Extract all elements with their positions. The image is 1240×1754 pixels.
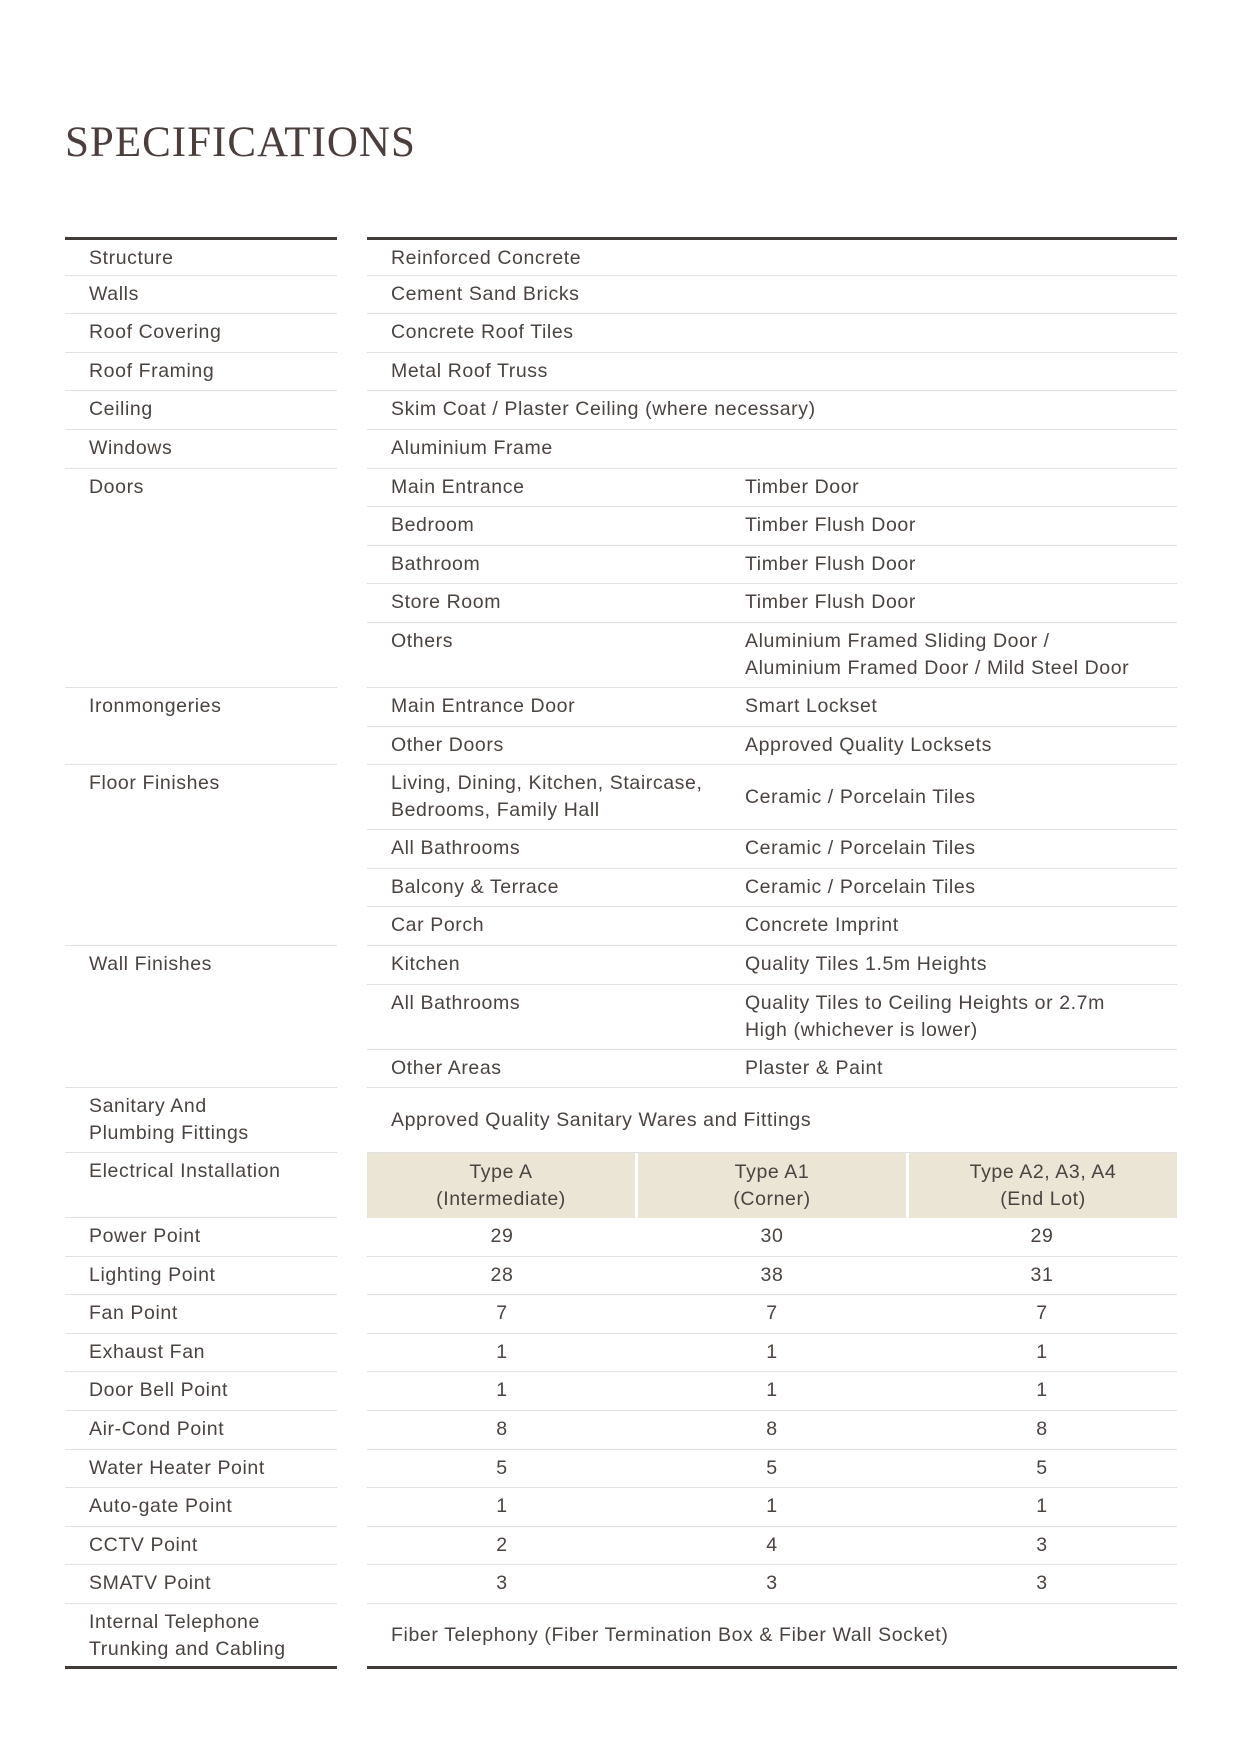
spec-value: Ceramic / Porcelain Tiles <box>745 837 976 860</box>
spec-row-ironmongeries <box>65 688 1177 727</box>
electrical-count: 5 <box>766 1456 778 1479</box>
electrical-row-label: CCTV Point <box>65 1527 337 1566</box>
electrical-row <box>65 1295 1177 1334</box>
spec-row-roof-covering <box>65 314 1177 353</box>
spec-value: Approved Quality Locksets <box>745 733 992 756</box>
spec-label: Plumbing Fittings <box>89 1122 249 1145</box>
spec-value: Timber Door <box>745 475 860 498</box>
spec-value: Aluminium Framed Door / Mild Steel Door <box>745 656 1130 679</box>
electrical-row-label: Power Point <box>65 1218 337 1257</box>
spec-subrow <box>65 869 1177 908</box>
spec-area: Others <box>391 629 454 652</box>
electrical-count: 8 <box>496 1418 508 1441</box>
electrical-count: 29 <box>1030 1225 1054 1248</box>
electrical-row <box>65 1257 1177 1296</box>
spec-value: Concrete Roof Tiles <box>391 321 574 344</box>
spec-value: Skim Coat / Plaster Ceiling (where necessary) <box>391 398 816 421</box>
spec-row-electrical <box>65 1153 1177 1218</box>
spec-area: All Bathrooms <box>391 837 521 860</box>
spec-row-ceiling <box>65 391 1177 430</box>
electrical-count: 2 <box>496 1533 508 1556</box>
electrical-count: 1 <box>496 1495 508 1518</box>
spec-label: Roof Framing <box>65 353 337 392</box>
spec-label: Roof Covering <box>65 314 337 353</box>
electrical-count: 1 <box>1036 1495 1048 1518</box>
spec-area: Balcony & Terrace <box>391 875 560 898</box>
spec-value: Reinforced Concrete <box>391 247 582 269</box>
electrical-count: 3 <box>1036 1572 1048 1595</box>
spec-value: Plaster & Paint <box>745 1056 883 1079</box>
spec-label: Trunking and Cabling <box>89 1638 286 1661</box>
spec-value: Metal Roof Truss <box>391 359 548 382</box>
spec-value: Approved Quality Sanitary Wares and Fittings <box>391 1108 812 1131</box>
electrical-count: 7 <box>1036 1302 1048 1325</box>
electrical-row-label: Water Heater Point <box>65 1450 337 1489</box>
spec-row-telephone <box>65 1604 1177 1669</box>
electrical-row-label: Exhaust Fan <box>65 1334 337 1373</box>
electrical-count: 8 <box>1036 1418 1048 1441</box>
electrical-count: 3 <box>1036 1533 1048 1556</box>
electrical-count: 1 <box>766 1379 778 1402</box>
spec-label: Doors <box>89 475 145 498</box>
column-header-type-a: Type A (Intermediate) <box>436 1160 566 1210</box>
spec-label: Sanitary And <box>89 1095 207 1118</box>
spec-row-windows <box>65 430 1177 469</box>
spec-subrow <box>65 623 1177 688</box>
spec-subrow <box>65 985 1177 1050</box>
electrical-row-label: SMATV Point <box>65 1565 337 1604</box>
spec-value: Ceramic / Porcelain Tiles <box>745 875 976 898</box>
electrical-count: 1 <box>496 1379 508 1402</box>
electrical-count: 5 <box>1036 1456 1048 1479</box>
electrical-count: 1 <box>766 1340 778 1363</box>
spec-value: Quality Tiles 1.5m Heights <box>745 952 988 975</box>
spec-label: Floor Finishes <box>89 772 220 795</box>
spec-value: Aluminium Framed Sliding Door / <box>745 629 1050 652</box>
spec-area: Store Room <box>391 591 502 614</box>
spec-row-floor-finishes <box>65 765 1177 830</box>
spec-value: Timber Flush Door <box>745 591 916 614</box>
electrical-row-label: Lighting Point <box>65 1257 337 1296</box>
spec-row-wall-finishes <box>65 946 1177 985</box>
spec-subrow <box>65 830 1177 869</box>
electrical-row <box>65 1411 1177 1450</box>
spec-value: High (whichever is lower) <box>745 1018 978 1041</box>
electrical-row-label: Fan Point <box>65 1295 337 1334</box>
electrical-count: 29 <box>490 1225 514 1248</box>
spec-value: Concrete Imprint <box>745 914 899 937</box>
spec-area: All Bathrooms <box>391 991 521 1014</box>
spec-subrow <box>65 1050 1177 1089</box>
spec-area: Kitchen <box>391 952 461 975</box>
spec-area: Bedrooms, Family Hall <box>391 799 600 822</box>
spec-label: Wall Finishes <box>89 952 213 975</box>
electrical-row <box>65 1334 1177 1373</box>
column-header-type-a2-a3-a4: Type A2, A3, A4 (End Lot) <box>906 1153 1177 1218</box>
spec-area: Living, Dining, Kitchen, Staircase, <box>391 772 703 795</box>
specifications-table <box>65 237 1177 1669</box>
spec-subrow <box>65 507 1177 546</box>
spec-area: Main Entrance Door <box>391 694 576 717</box>
electrical-count: 7 <box>766 1302 778 1325</box>
electrical-row <box>65 1527 1177 1566</box>
spec-label: Walls <box>65 276 337 315</box>
electrical-count: 1 <box>1036 1379 1048 1402</box>
spec-value: Timber Flush Door <box>745 514 916 537</box>
electrical-count: 28 <box>490 1263 514 1286</box>
electrical-row-label: Door Bell Point <box>65 1372 337 1411</box>
spec-row-sanitary <box>65 1088 1177 1153</box>
column-header-type-a1: Type A1 (Corner) <box>635 1153 906 1218</box>
spec-area: Other Doors <box>391 733 504 756</box>
electrical-row <box>65 1488 1177 1527</box>
spec-area: Car Porch <box>391 914 485 937</box>
spec-area: Bedroom <box>391 514 475 537</box>
spec-value: Fiber Telephony (Fiber Termination Box & Fiber Wall Socket) <box>391 1623 949 1646</box>
electrical-count: 1 <box>496 1340 508 1363</box>
spec-value: Smart Lockset <box>745 694 878 717</box>
spec-value: Quality Tiles to Ceiling Heights or 2.7m <box>745 991 1105 1014</box>
spec-value: Aluminium Frame <box>391 436 553 459</box>
electrical-row <box>65 1218 1177 1257</box>
spec-label: Electrical Installation <box>65 1153 337 1218</box>
spec-subrow <box>65 546 1177 585</box>
spec-subrow <box>65 727 1177 766</box>
electrical-count: 4 <box>766 1533 778 1556</box>
spec-row-roof-framing <box>65 353 1177 392</box>
electrical-count: 3 <box>766 1572 778 1595</box>
spec-value: Cement Sand Bricks <box>391 282 580 305</box>
electrical-count: 31 <box>1030 1263 1054 1286</box>
spec-label: Structure <box>65 237 337 276</box>
electrical-row-label: Auto-gate Point <box>65 1488 337 1527</box>
spec-area: Other Areas <box>391 1056 502 1079</box>
spec-value: Ceramic / Porcelain Tiles <box>745 785 976 808</box>
spec-label: Windows <box>65 430 337 469</box>
electrical-row-label: Air-Cond Point <box>65 1411 337 1450</box>
electrical-row <box>65 1565 1177 1604</box>
spec-row-structure <box>65 237 1177 276</box>
electrical-count: 7 <box>496 1302 508 1325</box>
electrical-count: 1 <box>766 1495 778 1518</box>
electrical-row <box>65 1372 1177 1411</box>
spec-subrow <box>65 907 1177 946</box>
spec-area: Bathroom <box>391 552 481 575</box>
spec-label: Internal Telephone <box>89 1611 260 1634</box>
electrical-count: 5 <box>496 1456 508 1479</box>
spec-label: Ironmongeries <box>89 694 222 717</box>
electrical-count: 8 <box>766 1418 778 1441</box>
electrical-count: 30 <box>760 1225 784 1248</box>
electrical-count: 38 <box>760 1263 784 1286</box>
spec-row-doors <box>65 469 1177 508</box>
electrical-count: 1 <box>1036 1340 1048 1363</box>
spec-label: Ceiling <box>65 391 337 430</box>
spec-area: Main Entrance <box>391 475 525 498</box>
electrical-row <box>65 1450 1177 1489</box>
spec-value: Timber Flush Door <box>745 552 916 575</box>
page-title: SPECIFICATIONS <box>65 119 416 166</box>
electrical-count: 3 <box>496 1572 508 1595</box>
spec-row-walls <box>65 276 1177 315</box>
spec-subrow <box>65 584 1177 623</box>
